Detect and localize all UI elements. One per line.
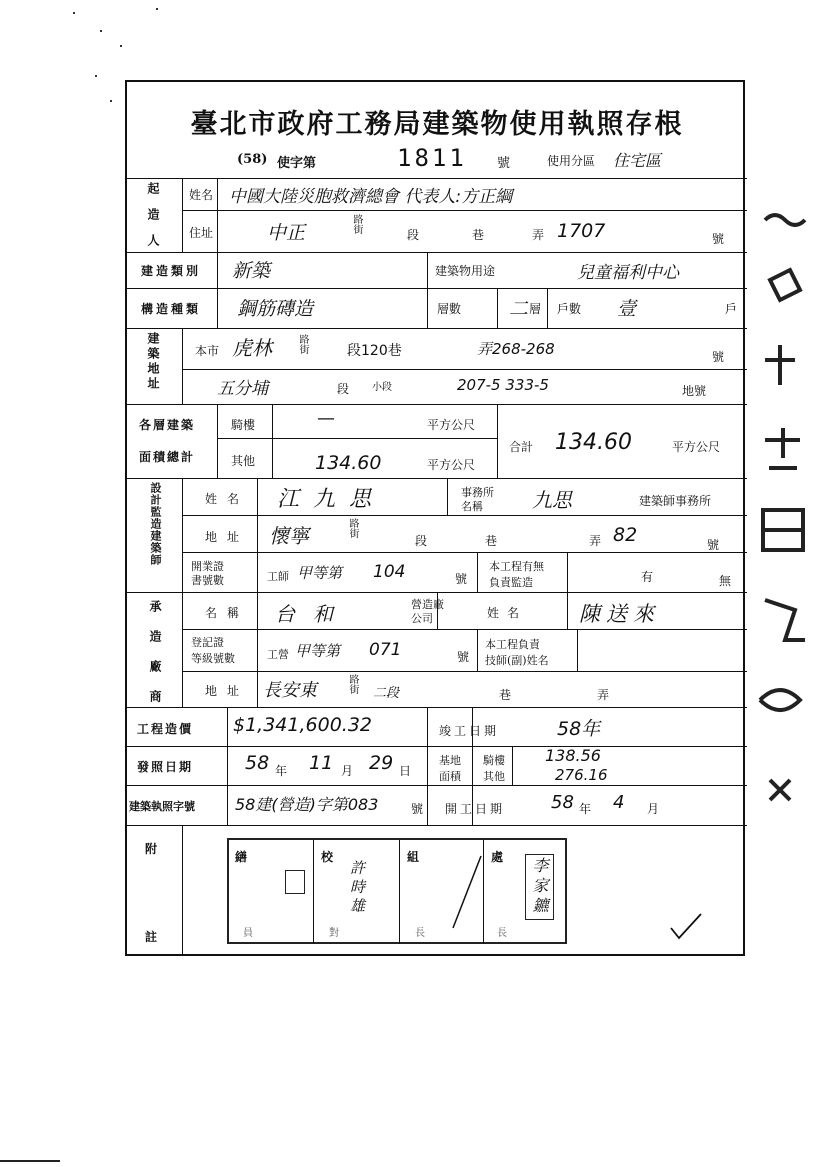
year-prefix: (58) — [237, 152, 268, 167]
completion-label: 竣工日期 — [439, 724, 500, 738]
contractor-reg-number: 071 — [369, 640, 402, 660]
scan-speck — [156, 8, 158, 10]
stamp-name-director: 李家鑣 — [525, 854, 554, 920]
contractor-lane: 巷 — [499, 688, 512, 702]
cost-value: $1,341,600.32 — [233, 714, 373, 736]
rule-v — [217, 252, 218, 328]
contractor-name-value: 台和 — [275, 602, 351, 626]
rule — [127, 328, 747, 329]
stamp-label-office: 處 — [491, 850, 504, 864]
floors-unit: 層 — [529, 302, 542, 316]
site-group-label: 建築地址 — [146, 332, 160, 392]
site-alley: 弄268-268 — [477, 340, 555, 358]
architect-addr-label: 地址 — [205, 530, 250, 544]
scan-speck — [95, 75, 97, 77]
area-other-label: 其他 — [231, 454, 256, 468]
rule-v — [547, 288, 548, 328]
issue-label: 發照日期 — [137, 760, 194, 774]
architect-resp-value: 有 — [641, 570, 654, 584]
stamp-bottom-typist: 員 — [243, 928, 253, 939]
use-value: 兒童福利中心 — [577, 263, 679, 283]
area-arcade-unit: 平方公尺 — [427, 418, 476, 432]
households-value: 壹 — [617, 298, 637, 320]
contractor-tech-label-1: 本工程負責 — [485, 638, 540, 651]
applicant-addr-number: 1707 — [557, 220, 606, 242]
contractor-addr-road: 長安東 — [263, 680, 317, 701]
start-month: 4 — [613, 792, 625, 813]
contractor-person-label: 姓名 — [487, 606, 528, 620]
applicant-alley: 弄 — [532, 228, 545, 242]
architect-license-grade: 甲等第 — [297, 564, 343, 582]
stamp-bottom-section: 長 — [415, 928, 425, 939]
scan-speck — [100, 30, 102, 32]
build-type-label: 建造類別 — [141, 264, 202, 278]
applicant-name-label: 姓名 — [189, 188, 214, 202]
scan-speck — [73, 12, 75, 14]
contractor-section: 二段 — [373, 686, 400, 701]
architect-addr-road: 懷寧 — [269, 524, 309, 548]
rule-v — [512, 746, 513, 785]
architect-license-label-1: 開業證 — [191, 560, 224, 573]
floors-value: 二 — [509, 298, 529, 320]
zone-label: 使用分區 — [547, 154, 596, 168]
stamp-bottom-office: 長 — [497, 928, 507, 939]
area-group-label-2: 面積總計 — [139, 450, 196, 464]
contractor-addr-label: 地址 — [205, 684, 250, 698]
applicant-addr-no: 號 — [712, 232, 725, 246]
stamp-label-proofreader: 校 — [321, 850, 334, 864]
architect-addr-number: 82 — [613, 524, 638, 546]
applicant-name-value: 中國大陸災胞救濟總會 代表人:方正綱 — [229, 187, 513, 207]
number-suffix: 號 — [497, 156, 511, 171]
rule-v — [567, 552, 568, 592]
rule — [127, 252, 747, 253]
architect-group-label: 設計監造建築師 — [149, 482, 162, 566]
remarks-label-top: 附 — [145, 842, 158, 856]
number-label: 使字第 — [277, 156, 317, 171]
rule — [182, 515, 747, 516]
rule-v — [272, 404, 273, 478]
base-label-2: 面積 — [439, 770, 461, 783]
rule-v — [427, 707, 428, 825]
rule-v — [497, 404, 498, 478]
issue-year-unit: 年 — [275, 764, 288, 778]
site-section-lane: 段120巷 — [347, 343, 402, 359]
rule — [127, 178, 747, 179]
remarks-label-bottom: 註 — [145, 930, 158, 944]
architect-license-label-2: 書號數 — [191, 574, 224, 587]
rule — [182, 552, 747, 553]
start-label: 開工日期 — [445, 802, 506, 816]
rule — [127, 404, 747, 405]
floors-label: 層數 — [437, 302, 462, 316]
rule-v — [182, 328, 183, 404]
rule-v — [577, 629, 578, 671]
rule — [182, 629, 747, 630]
contractor-name-label: 名稱 — [205, 606, 250, 620]
stamp-name-proofreader: 許時雄 — [348, 860, 366, 917]
rule-v — [217, 178, 218, 252]
area-other-unit: 平方公尺 — [427, 458, 476, 472]
contractor-alley: 弄 — [597, 688, 610, 702]
rule-v — [399, 840, 400, 944]
build-type-value: 新築 — [232, 260, 271, 282]
rule-v — [182, 825, 183, 956]
approval-stamp-box — [227, 838, 567, 944]
architect-alley: 弄 — [589, 534, 602, 548]
rule-v — [497, 288, 498, 328]
architect-section: 段 — [415, 534, 428, 548]
permit-suffix: 號 — [411, 802, 424, 816]
area-other-value: 134.60 — [315, 452, 382, 474]
site-road-value: 虎林 — [232, 336, 272, 360]
site-number-label: 號 — [712, 350, 725, 364]
rule-v — [567, 592, 568, 629]
permit-label: 建築執照字號 — [129, 800, 195, 813]
issue-year: 58 — [245, 752, 270, 774]
applicant-road-suffix: 路街 — [351, 214, 362, 234]
area-arcade-label: 騎樓 — [231, 418, 256, 432]
cost-label: 工程造價 — [137, 722, 194, 736]
start-month-unit: 月 — [647, 802, 660, 816]
check-mark — [667, 912, 707, 942]
households-label: 戶數 — [557, 302, 582, 316]
stamp-label-typist: 繕 — [235, 850, 248, 864]
architect-license-prefix: 工師 — [267, 570, 289, 583]
contractor-road-suffix: 路街 — [347, 674, 358, 694]
base-arcade-label: 騎樓 — [483, 754, 505, 767]
architect-office-value: 九思 — [532, 488, 572, 512]
site-lot-label: 地號 — [682, 384, 707, 398]
rule — [217, 438, 497, 439]
site-district-section: 段 — [337, 382, 350, 396]
scan-speck — [110, 100, 112, 102]
architect-name-label: 姓名 — [205, 492, 250, 506]
rule — [127, 746, 747, 747]
license-stub-form — [125, 80, 745, 956]
issue-day: 29 — [369, 752, 394, 774]
households-unit: 戶 — [725, 302, 738, 316]
start-year-unit: 年 — [579, 802, 592, 816]
license-number: 1811 — [397, 144, 467, 172]
rule-v — [182, 178, 183, 252]
rule-v — [447, 478, 448, 515]
pen-stroke — [447, 852, 487, 932]
base-other-value: 276.16 — [555, 766, 608, 784]
use-label: 建築物用途 — [435, 264, 496, 278]
rule-v — [227, 707, 228, 825]
contractor-tech-label-2: 技師(副)姓名 — [485, 654, 549, 667]
issue-day-unit: 日 — [399, 764, 412, 778]
contractor-reg-suffix: 號 — [457, 650, 470, 664]
contractor-reg-label-1: 登記證 — [191, 636, 224, 649]
site-district: 五分埔 — [217, 379, 268, 399]
rule-v — [427, 252, 428, 328]
contractor-name-suffix-2: 公司 — [411, 612, 433, 625]
site-subsection: 小段 — [372, 382, 392, 393]
rule — [127, 707, 747, 708]
contractor-group-label: 承造廠商 — [148, 600, 162, 720]
area-total-unit: 平方公尺 — [672, 440, 721, 454]
architect-office-label-1: 事務所 — [461, 486, 494, 499]
rule — [127, 825, 747, 826]
site-road-suffix: 路街 — [297, 334, 308, 354]
architect-lane: 巷 — [485, 534, 498, 548]
contractor-name-suffix-1: 營造廠 — [411, 598, 444, 611]
site-city-label: 本市 — [195, 344, 220, 358]
rule-v — [182, 478, 183, 707]
base-arcade-value: 138.56 — [545, 746, 601, 765]
rule — [127, 288, 747, 289]
applicant-group-label: 起造人 — [146, 182, 160, 260]
rule — [182, 671, 747, 672]
area-arcade-value: — — [317, 408, 335, 429]
contractor-person-value: 陳送來 — [579, 602, 660, 626]
area-group-label-1: 各層建築 — [139, 418, 196, 432]
architect-resp-suffix: 無 — [719, 574, 732, 588]
applicant-addr-road: 中正 — [267, 222, 306, 244]
applicant-addr-label: 住址 — [189, 226, 214, 240]
rule — [127, 785, 747, 786]
completion-value: 58年 — [557, 718, 601, 740]
zone-value: 住宅區 — [613, 151, 662, 170]
rule-v — [257, 478, 258, 707]
applicant-lane: 巷 — [472, 228, 485, 242]
architect-license-suffix: 號 — [455, 572, 468, 586]
base-label-1: 基地 — [439, 754, 461, 767]
rule-v — [477, 629, 478, 671]
rule-v — [477, 552, 478, 592]
rule — [127, 478, 747, 479]
architect-resp-label-1: 本工程有無 — [489, 560, 544, 573]
document-title: 臺北市政府工務局建築物使用執照存根 — [190, 109, 684, 140]
site-lot: 207-5 333-5 — [457, 376, 549, 394]
base-other-label: 其他 — [483, 770, 505, 783]
architect-name-value: 江九思 — [277, 487, 386, 512]
architect-office-suffix: 建築師事務所 — [639, 494, 712, 508]
start-year: 58 — [551, 792, 574, 813]
permit-value: 58建(營造)字第083 — [235, 795, 379, 814]
rule-v — [217, 404, 218, 478]
issue-month: 11 — [309, 752, 334, 774]
issue-month-unit: 月 — [341, 764, 354, 778]
contractor-reg-grade: 甲等第 — [295, 642, 341, 660]
architect-addr-no: 號 — [707, 538, 720, 552]
contractor-reg-prefix: 工營 — [267, 648, 289, 661]
scan-edge-mark — [0, 1160, 60, 1162]
stamp-label-section: 組 — [407, 850, 420, 864]
applicant-section: 段 — [407, 228, 420, 242]
rule — [182, 210, 747, 211]
seal-small — [285, 870, 305, 894]
area-total-value: 134.60 — [555, 430, 632, 455]
architect-road-suffix: 路街 — [347, 518, 358, 538]
rule-v — [313, 840, 314, 944]
stamp-bottom-proofreader: 對 — [329, 928, 339, 939]
area-total-label: 合計 — [509, 440, 534, 454]
architect-license-number: 104 — [373, 562, 406, 582]
struct-value: 鋼筋磚造 — [237, 298, 314, 320]
architect-office-label-2: 名稱 — [461, 500, 483, 513]
scan-speck — [120, 45, 122, 47]
adjacent-page-edge-marks — [745, 180, 830, 830]
rule — [182, 369, 747, 370]
contractor-reg-label-2: 等級號數 — [191, 652, 235, 665]
struct-label: 構造種類 — [141, 302, 202, 316]
architect-resp-label-2: 負責監造 — [489, 576, 533, 589]
